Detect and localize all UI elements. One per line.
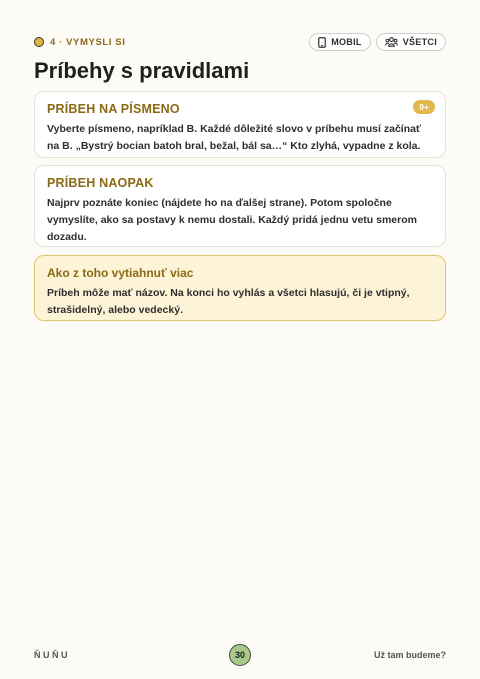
section-dot-icon: [34, 37, 44, 47]
phone-icon: [318, 37, 326, 48]
tag-mobil: [309, 33, 371, 51]
card-text: Najprv poznáte koniec (nájdete ho na ďalšej strane). Potom spoločne vymyslíte, ako sa postavy k nemu dostali. Každý pridá jednu vetu smerom dozadu.: [47, 197, 417, 243]
tip-title: Ako z toho vytiahnuť viac: [47, 266, 194, 280]
card-title: PRÍBEH NAOPAK: [47, 176, 154, 190]
footer: [34, 644, 446, 666]
section-label-text: 4 · VYMYSLI SI: [50, 36, 126, 48]
group-icon: [385, 37, 398, 47]
card-pribeh-na-pismeno: [34, 91, 446, 158]
tag-label: MOBIL: [331, 37, 362, 47]
page-number: 30: [229, 644, 251, 666]
tag-label: VŠETCI: [402, 37, 437, 47]
card-pribeh-naopak: [34, 165, 446, 247]
tag-list: [309, 33, 446, 51]
page-title: Príbehy s pravidlami: [34, 58, 250, 83]
header: [34, 33, 446, 51]
book-title: Už tam budeme?: [373, 650, 446, 660]
tip-box: [34, 255, 446, 321]
card-title: PRÍBEH NA PÍSMENO: [47, 102, 180, 116]
tip-text: Príbeh môže mať názov. Na konci ho vyhlás a všetci hlasujú, či je vtipný, strašidelný, alebo vedecký.: [47, 287, 410, 316]
age-badge: 9+: [413, 100, 435, 114]
tag-vsetci: [376, 33, 446, 51]
card-text: Vyberte písmeno, napríklad B. Každé dôležité slovo v príbehu musí začínať na B. „Bystrý bocian batoh bral, bežal, bál sa…“ Kto zlyhá, vypadne z kola.: [47, 123, 421, 152]
section-label: [34, 37, 125, 48]
brand-logo: ŇUŇU: [34, 650, 70, 660]
